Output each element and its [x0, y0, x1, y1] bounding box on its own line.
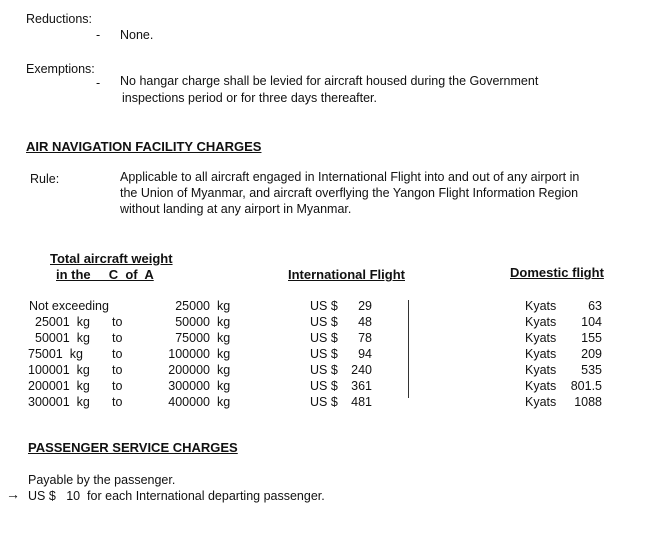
- row-unit: kg: [217, 315, 231, 329]
- header-domestic: Domestic flight: [510, 265, 604, 280]
- row-domestic-value: 209: [581, 347, 602, 361]
- row-domestic-currency: Kyats: [525, 379, 557, 393]
- row-from: 50001 kg: [35, 331, 90, 345]
- row-unit: kg: [217, 331, 231, 345]
- passenger-heading: PASSENGER SERVICE CHARGES: [28, 440, 238, 455]
- row-unit: kg: [217, 347, 231, 361]
- row-to: 50000: [175, 315, 210, 329]
- row-intl-currency: US $: [310, 363, 338, 377]
- row-domestic-value: 1088: [574, 395, 602, 409]
- row-domestic-currency: Kyats: [525, 347, 557, 361]
- row-to: 300000: [168, 379, 210, 393]
- rule-line2: the Union of Myanmar, and aircraft overflying the Yangon Flight Information Region: [120, 186, 579, 200]
- row-to: 200000: [168, 363, 210, 377]
- header-weight-line2: in the C of A: [56, 267, 154, 282]
- passenger-payable: Payable by the passenger.: [28, 473, 176, 487]
- header-weight-line1: Total aircraft weight: [50, 251, 173, 266]
- header-international: International Flight: [288, 267, 405, 282]
- row-to-word: to: [112, 347, 123, 361]
- row-to-word: to: [112, 379, 123, 393]
- row-intl-currency: US $: [310, 395, 338, 409]
- row-domestic-currency: Kyats: [525, 299, 557, 313]
- row-from: Not exceeding: [29, 299, 109, 313]
- row-to-word: to: [112, 363, 123, 377]
- row-to: 75000: [175, 331, 210, 345]
- row-domestic-currency: Kyats: [525, 363, 557, 377]
- row-domestic-currency: Kyats: [525, 331, 557, 345]
- row-intl-currency: US $: [310, 315, 338, 329]
- row-unit: kg: [217, 299, 231, 313]
- row-to: 25000: [175, 299, 210, 313]
- row-intl-value: 78: [358, 331, 372, 345]
- row-domestic-value: 155: [581, 331, 602, 345]
- row-unit: kg: [217, 379, 231, 393]
- reductions-value: None.: [120, 28, 154, 42]
- exemptions-line2: inspections period or for three days thereafter.: [122, 91, 378, 105]
- rule-line3: without landing at any airport in Myanmar.: [120, 202, 352, 216]
- row-domestic-value: 63: [588, 299, 602, 313]
- row-intl-currency: US $: [310, 331, 338, 345]
- row-intl-currency: US $: [310, 347, 338, 361]
- row-from: 25001 kg: [35, 315, 90, 329]
- row-intl-value: 240: [351, 363, 372, 377]
- row-to-word: to: [112, 395, 123, 409]
- passenger-charge: US $ 10 for each International departing passenger.: [28, 489, 325, 503]
- row-domestic-currency: Kyats: [525, 315, 557, 329]
- row-intl-value: 29: [358, 299, 372, 313]
- row-intl-currency: US $: [310, 299, 338, 313]
- column-divider: [408, 300, 409, 398]
- row-intl-value: 481: [351, 395, 372, 409]
- row-from: 200001 kg: [28, 379, 90, 393]
- row-intl-value: 94: [358, 347, 372, 361]
- row-domestic-value: 801.5: [570, 379, 602, 393]
- reductions-label: Reductions:: [26, 12, 93, 26]
- row-domestic-value: 535: [581, 363, 602, 377]
- air-nav-heading: AIR NAVIGATION FACILITY CHARGES: [26, 139, 262, 154]
- exemptions-label: Exemptions:: [26, 62, 95, 76]
- row-intl-value: 48: [358, 315, 372, 329]
- exemptions-line1: No hangar charge shall be levied for aircraft housed during the Government: [120, 74, 539, 88]
- row-from: 75001 kg: [28, 347, 83, 361]
- row-to-word: to: [112, 315, 123, 329]
- row-unit: kg: [217, 395, 231, 409]
- row-from: 100001 kg: [28, 363, 90, 377]
- reductions-dash: -: [96, 28, 101, 42]
- row-domestic-currency: Kyats: [525, 395, 557, 409]
- row-to: 100000: [168, 347, 210, 361]
- row-unit: kg: [217, 363, 231, 377]
- exemptions-dash: -: [96, 76, 101, 90]
- row-domestic-value: 104: [581, 315, 602, 329]
- row-to-word: to: [112, 331, 123, 345]
- rule-line1: Applicable to all aircraft engaged in International Flight into and out of any airport in: [120, 170, 580, 184]
- row-intl-currency: US $: [310, 379, 338, 393]
- rule-label: Rule:: [30, 172, 60, 186]
- row-intl-value: 361: [351, 379, 372, 393]
- arrow-icon: →: [6, 486, 20, 502]
- row-to: 400000: [168, 395, 210, 409]
- row-from: 300001 kg: [28, 395, 90, 409]
